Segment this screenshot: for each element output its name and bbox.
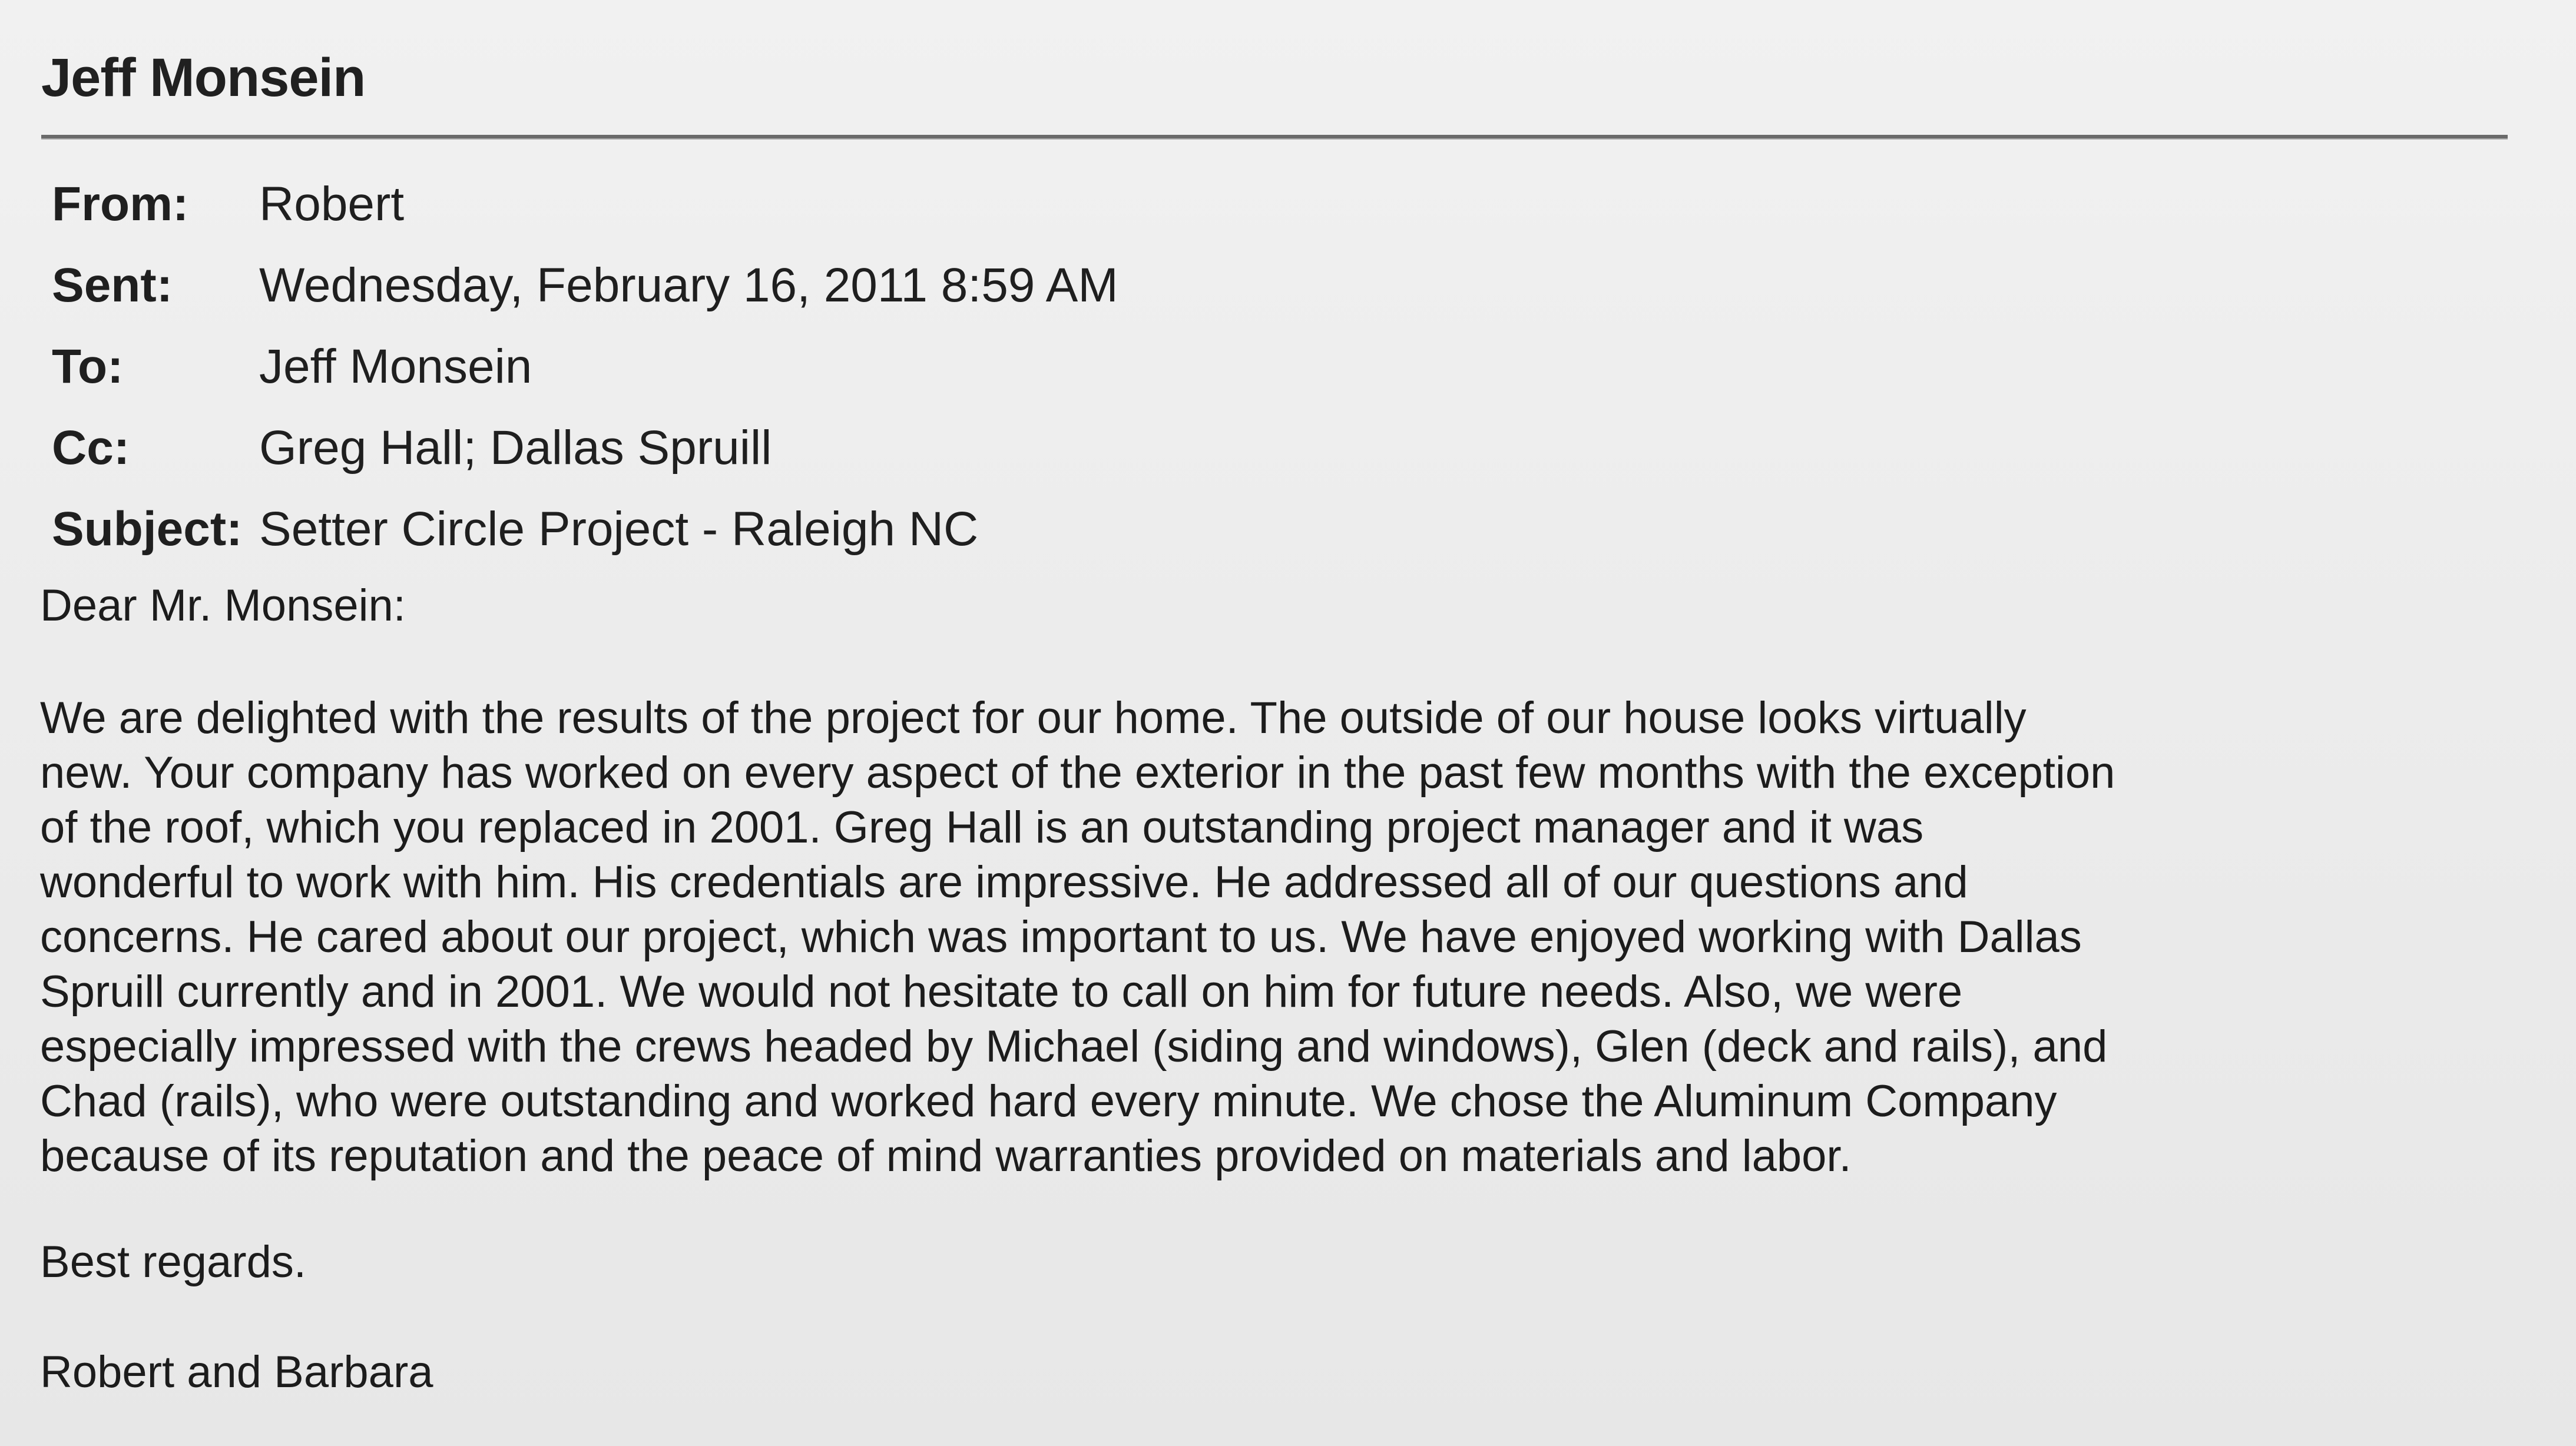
to-value: Jeff Monsein — [259, 340, 532, 393]
subject-label: Subject: — [52, 502, 243, 556]
body-line: Chad (rails), who were outstanding and worked hard every minute. We chose the Aluminum Company — [40, 1076, 2057, 1126]
signature: Robert and Barbara — [40, 1347, 433, 1397]
body-paragraph — [40, 691, 2115, 1183]
closing: Best regards. — [40, 1237, 306, 1287]
body-line: new. Your company has worked on every aspect of the exterior in the past few months with the exception — [40, 748, 2115, 798]
body-line: wonderful to work with him. His credentials are impressive. He addressed all of our questions and — [40, 857, 1968, 907]
cc-value: Greg Hall; Dallas Spruill — [259, 421, 772, 475]
body-line: concerns. He cared about our project, which was important to us. We have enjoyed working with Dallas — [40, 912, 2082, 962]
body-line: especially impressed with the crews headed by Michael (siding and windows), Glen (deck and rails), and — [40, 1022, 2108, 1072]
greeting: Dear Mr. Monsein: — [40, 581, 406, 631]
body-line: We are delighted with the results of the project for our home. The outside of our house looks virtually — [40, 693, 2027, 743]
body-line: because of its reputation and the peace of mind warranties provided on materials and labor. — [40, 1131, 1852, 1181]
sender-name-heading: Jeff Monsein — [41, 48, 366, 108]
cc-label: Cc: — [52, 421, 130, 475]
from-label: From: — [52, 177, 189, 231]
sent-label: Sent: — [52, 258, 173, 312]
from-value: Robert — [259, 177, 405, 231]
body-line: of the roof, which you replaced in 2001. Greg Hall is an outstanding project manager and it was — [40, 802, 1924, 853]
sent-value: Wednesday, February 16, 2011 8:59 AM — [259, 258, 1118, 312]
to-label: To: — [52, 340, 124, 393]
body-line: Spruill currently and in 2001. We would not hesitate to call on him for future needs. Also, we were — [40, 967, 1963, 1017]
subject-value: Setter Circle Project - Raleigh NC — [259, 502, 979, 556]
header-divider — [41, 135, 2508, 140]
